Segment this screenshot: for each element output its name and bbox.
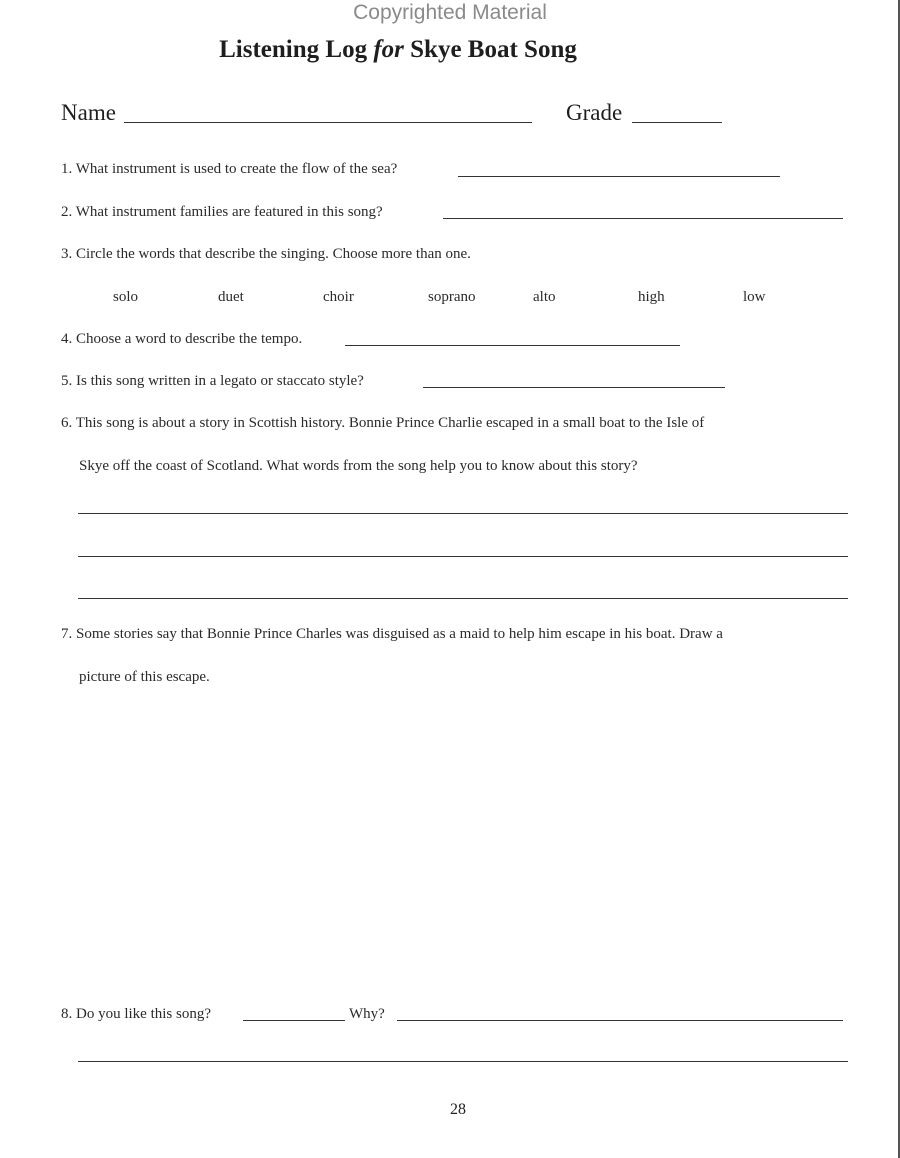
question-6-answer-line[interactable] xyxy=(78,513,848,514)
question-8: 8. Do you like this song? xyxy=(61,1006,211,1022)
question-6-answer-line[interactable] xyxy=(78,598,848,599)
question-5-answer-line[interactable] xyxy=(423,387,725,388)
question-4: 4. Choose a word to describe the tempo. xyxy=(61,331,303,347)
title-part-2: for xyxy=(373,36,404,63)
question-8-like-line[interactable] xyxy=(243,1020,345,1021)
choice-alto[interactable]: alto xyxy=(533,289,556,305)
question-1: 1. What instrument is used to create the flow of the sea? xyxy=(61,161,398,177)
name-label: Name xyxy=(61,100,116,125)
question-8-answer-line[interactable] xyxy=(78,1061,848,1062)
question-4-answer-line[interactable] xyxy=(345,345,680,346)
grade-blank[interactable] xyxy=(632,122,722,123)
question-7-line-1: 7. Some stories say that Bonnie Prince Charles was disguised as a maid to help him escape in his boat. Draw a xyxy=(61,626,723,642)
question-7-line-2: picture of this escape. xyxy=(79,669,210,685)
page-title xyxy=(0,36,796,64)
page-number: 28 xyxy=(450,1101,466,1118)
choice-solo[interactable]: solo xyxy=(113,289,139,305)
question-2: 2. What instrument families are featured in this song? xyxy=(61,204,383,220)
question-5: 5. Is this song written in a legato or staccato style? xyxy=(61,373,364,389)
question-6-line-1: 6. This song is about a story in Scottish history. Bonnie Prince Charlie escaped in a small boat to the Isle of xyxy=(61,415,705,431)
choice-soprano[interactable]: soprano xyxy=(428,289,476,305)
drawing-area[interactable] xyxy=(61,700,851,990)
question-8-why: Why? xyxy=(349,1006,385,1022)
grade-label: Grade xyxy=(566,100,623,125)
title-part-3: Skye Boat Song xyxy=(410,36,577,63)
title-part-1: Listening Log xyxy=(219,36,368,63)
question-8-why-line[interactable] xyxy=(397,1020,843,1021)
question-6-line-2: Skye off the coast of Scotland. What words from the song help you to know about this story? xyxy=(79,458,638,474)
copyright-watermark: Copyrighted Material xyxy=(353,1,547,24)
choice-duet[interactable]: duet xyxy=(218,289,244,305)
question-6-answer-line[interactable] xyxy=(78,556,848,557)
choice-low[interactable]: low xyxy=(743,289,766,305)
choice-high[interactable]: high xyxy=(638,289,665,305)
name-blank[interactable] xyxy=(124,122,532,123)
question-2-answer-line[interactable] xyxy=(443,218,843,219)
question-1-answer-line[interactable] xyxy=(458,176,780,177)
choice-choir[interactable]: choir xyxy=(323,289,354,305)
question-3: 3. Circle the words that describe the singing. Choose more than one. xyxy=(61,246,471,262)
